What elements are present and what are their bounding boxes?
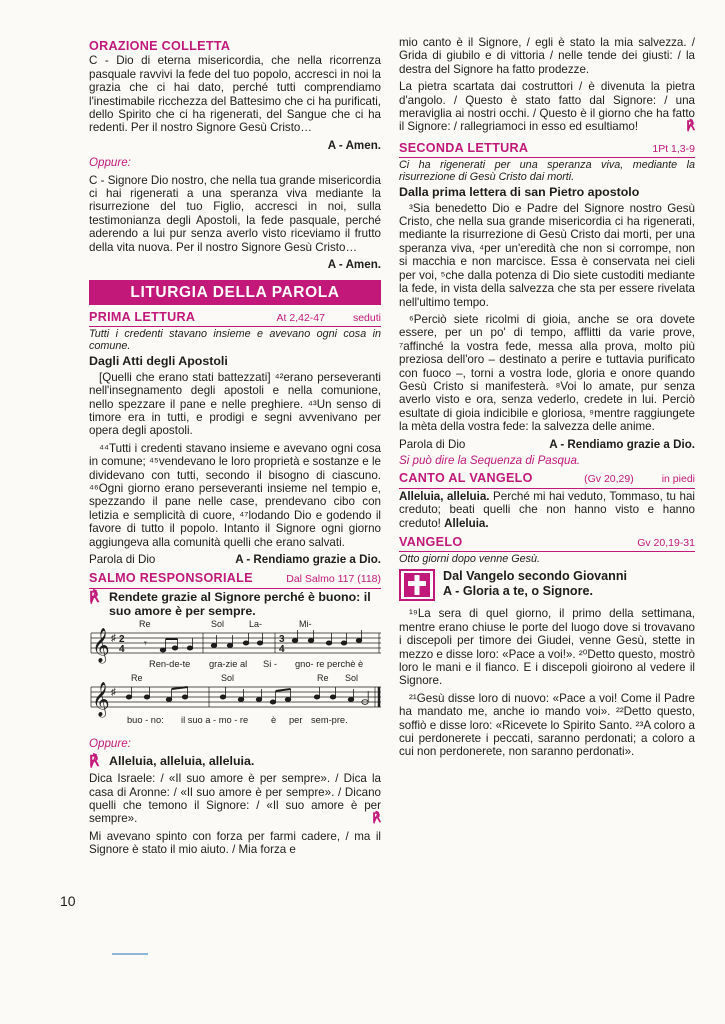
salmo-strophe-1: Dica Israele: / «Il suo amore è per sempre». / Dica la casa di Aronne: / «Il suo amore è per sempre». / Dicano quelli che temono il Signore: / «Il suo amore è per sempre». ℟: [89, 772, 381, 827]
prima-book: Dagli Atti degli Apostoli: [89, 354, 228, 369]
vangelo-heading: VANGELO Gv 20,19-31: [399, 536, 695, 552]
chord-label: La-: [249, 618, 263, 629]
colletta-text-alt: C - Signore Dio nostro, che nella tua grande misericordia ci hai rigenerati a una speranza viva mediante la risurrezione del tuo Figlio, accresci in noi, sulla testimonianza degli Apostoli, la fede pasquale, perché aderendo a lui pur senza averlo visto riceviamo il frutto della vita nuova. Per il nostro Signore Gesù Cristo…: [89, 173, 381, 254]
time-signature: 4: [119, 643, 125, 655]
lyric-text: è: [271, 714, 277, 725]
lyric-text: sem-pre.: [311, 714, 348, 725]
seconda-ending: [399, 438, 695, 451]
vangelo-text-2: ²¹Gesù disse loro di nuovo: «Pace a voi! Come il Padre ha mandato me, anche io mando voi». ²²Detto questo, soffiò e disse loro: «Ricevete lo Spirito Santo. ²³A coloro a cui perdonerete i peccati, saranno perdonati; a coloro a cui non perdonerete, non saranno perdonati».: [399, 691, 695, 759]
time-signature: 3: [279, 633, 285, 645]
prima-summary: Tutti i credenti stavano insieme e avevano ogni cosa in comune.: [89, 328, 381, 353]
salmo-ref: Dal Salmo 117 (118): [286, 573, 381, 586]
amen-response-1: A - Amen.: [327, 138, 381, 152]
salmo-heading: SALMO RESPONSORIALE Dal Salmo 117 (118): [89, 572, 381, 588]
sharp-icon: ♯: [111, 686, 116, 698]
lyric-text: Si -: [263, 658, 277, 669]
colletta-heading: ORAZIONE COLLETTA: [89, 39, 231, 53]
lyric-text: per: [289, 714, 303, 725]
vangelo-text-1: ¹⁹La sera di quel giorno, il primo della settimana, mentre erano chiuse le porte del luogo dove si trovavano i discepoli per timore dei Giudei, venne Gesù, stette in mezzo e disse loro: «Pace a voi!». ²⁰Detto questo, mostrò loro le mani e il fianco. E i discepoli gioirono al vedere il Signore.: [399, 607, 695, 688]
response-icon: ℟: [89, 587, 100, 606]
rendiamo-grazie: A - Rendiamo grazie a Dio.: [235, 553, 381, 566]
lyric-text: il suo a - mo - re: [181, 714, 249, 725]
prima-text-2: ⁴⁴Tutti i credenti stavano insieme e avevano ogni cosa in comune; ⁴⁵vendevano le loro proprietà e sostanze e le dividevano con tutti, secondo il bisogno di ciascuno. ⁴⁶Ogni giorno erano perseveranti insieme nel tempio e, spezzando il pane nelle case, prendevano cibo con letizia e semplicità di cuore, ⁴⁷lodando Dio e godendo il favore di tutto il popolo. Intanto il Signore ogni giorno aggiungeva alla comunità quelli che erano salvati.: [89, 441, 381, 549]
salmo-response-text: Rendete grazie al Signore perché è buono: il suo amore è per sempre.: [109, 589, 371, 618]
salmo-strophe-2-cont: mio canto è il Signore, / egli è stato la mia salvezza. / Grida di giubilo e di vittoria / nelle tende dei giusti: / la destra del Signore ha fatto prodezze.: [399, 36, 695, 76]
seconda-text-2: ⁶Perciò siete ricolmi di gioia, anche se ora dovete essere, per un po' di tempo, afflitti da varie prove, ⁷affinché la vostra fede, messa alla prova, molto più preziosa dell'oro – destinato a perire e tuttavia purificato con fuoco –, torni a vostra lode, gloria e onore quando Gesù Cristo si manifesterà. ⁸Voi lo amate, pur senza averlo visto e ora, senza vederlo, credete in lui. Perciò esultate di gioia indicibile e gloriosa, ⁹mentre raggiungete la mèta della vostra fede: la salvezza delle anime.: [399, 312, 695, 434]
chord-label: Sol: [345, 672, 359, 683]
seconda-summary: Ci ha rigenerati per una speranza viva, mediante la risurrezione di Gesù Cristo dai morti.: [399, 159, 695, 184]
vangelo-title: Dal Vangelo secondo Giovanni: [443, 569, 628, 584]
lyric-text: gra-zie al: [209, 658, 248, 669]
prima-lettura-heading: PRIMA LETTURA At 2,42-47 seduti: [89, 311, 381, 327]
seconda-book: Dalla prima lettera di san Pietro apostolo: [399, 185, 640, 200]
prima-ref: At 2,42-47: [276, 311, 325, 324]
bottom-divider: [112, 953, 148, 955]
chord-label: Re: [131, 672, 143, 683]
colletta-text: C - Dio di eterna misericordia, che nella ricorrenza pasquale ravvivi la fede del tuo popolo, accresci in noi la grazia che ci hai dato, perché tutti comprendiamo l'inestimabile ricchezza del Battesimo che ci ha purificati, dello Spirito che ci ha rigenerati, del Sangue che ci ha redenti. Per il nostro Signore Gesù Cristo…: [89, 54, 381, 135]
chord-label: Mi-: [299, 618, 312, 629]
lyric-text: buo - no:: [127, 714, 164, 725]
vangelo-intro: [399, 569, 695, 601]
chord-label: Re: [317, 672, 329, 683]
chord-label: Re: [139, 618, 151, 629]
alleluia-response: [89, 752, 381, 771]
right-column: [399, 36, 695, 763]
vangelo-ref: Gv 20,19-31: [637, 537, 695, 549]
response-icon: ℟: [372, 811, 381, 827]
sequenza-note: Si può dire la Sequenza di Pasqua.: [399, 453, 581, 467]
chord-label: Sol: [221, 672, 235, 683]
canto-text: Alleluia, alleluia. Perché mi hai veduto, Tommaso, tu hai creduto; beati quelli che non hanno visto e hanno creduto! Alleluia.: [399, 489, 695, 530]
canto-heading: CANTO AL VANGELO (Gv 20,29) in piedi: [399, 472, 695, 488]
vangelo-gloria: A - Gloria a te, o Signore.: [443, 584, 593, 599]
treble-clef-icon: 𝄞: [92, 682, 110, 716]
alleluia-response-text: Alleluia, alleluia, alleluia.: [109, 754, 255, 769]
canto-posture: in piedi: [661, 473, 695, 486]
parola-di-dio: Parola di Dio: [89, 553, 156, 566]
rendiamo-grazie: A - Rendiamo grazie a Dio.: [549, 437, 695, 451]
oppure-label: Oppure:: [89, 156, 131, 170]
seconda-ref: 1Pt 1,3-9: [652, 142, 695, 155]
treble-clef-icon: 𝄞: [92, 628, 110, 662]
svg-text:𝄾: 𝄾: [144, 637, 147, 650]
salmo-response: [89, 587, 381, 618]
music-score: [89, 619, 381, 741]
vangelo-summary: Otto giorni dopo venne Gesù.: [399, 553, 541, 566]
oppure-label-2: Oppure:: [89, 736, 131, 750]
cross-icon: [399, 569, 435, 601]
salmo-strophe-3: La pietra scartata dai costruttori / è divenuta la pietra d'angolo. / Questo è stato fatto dal Signore: / una meraviglia ai nostri occhi. / Questo è il giorno che ha fatto il Signore: / rallegriamoci in esso ed esultiamo! ℟: [399, 80, 695, 135]
seconda-text-1: ³Sia benedetto Dio e Padre del Signore nostro Gesù Cristo, che nella sua grande misericordia ci ha rigenerati, mediante la risurrezione di Gesù Cristo dai morti, per una speranza viva, ⁴per un'eredità che non si corrompe, non si macchia e non marcisce. Essa è conservata nei cieli per voi, ⁵che dalla potenza di Dio siete custoditi mediante la fede, in vista della salvezza che sta per essere rivelata nell'ultimo tempo.: [399, 201, 695, 309]
sharp-icon: ♯: [111, 632, 116, 644]
page-number: 10: [60, 893, 76, 909]
canto-ref: (Gv 20,29): [584, 473, 634, 486]
left-column: [89, 36, 381, 861]
prima-posture: seduti: [352, 311, 381, 324]
seconda-lettura-heading: SECONDA LETTURA 1Pt 1,3-9: [399, 142, 695, 158]
prima-ending: [89, 553, 381, 566]
salmo-strophe-2: Mi avevano spinto con forza per farmi cadere, / ma il Signore è stato il mio aiuto. / Mia forza e: [89, 829, 381, 857]
response-icon: ℟: [89, 752, 100, 771]
time-signature: 4: [279, 643, 285, 655]
parola-di-dio: Parola di Dio: [399, 437, 466, 451]
response-icon: ℟: [686, 119, 695, 135]
lyric-text: Ren-de-te: [149, 658, 191, 669]
time-signature: 2: [119, 633, 125, 645]
amen-response-2: A - Amen.: [327, 258, 381, 272]
section-banner: LITURGIA DELLA PAROLA: [89, 280, 381, 305]
chord-label: Sol: [211, 618, 225, 629]
prima-text-1: [Quelli che erano stati battezzati] ⁴²erano perseveranti nell'insegnamento degli apostoli e nella comunione, nello spezzare il pane e nelle preghiere. ⁴³Un senso di timore era in tutti, e prodigi e segni avvenivano per opera degli apostoli.: [89, 370, 381, 438]
lyric-text: gno- re perchè è: [295, 658, 364, 669]
